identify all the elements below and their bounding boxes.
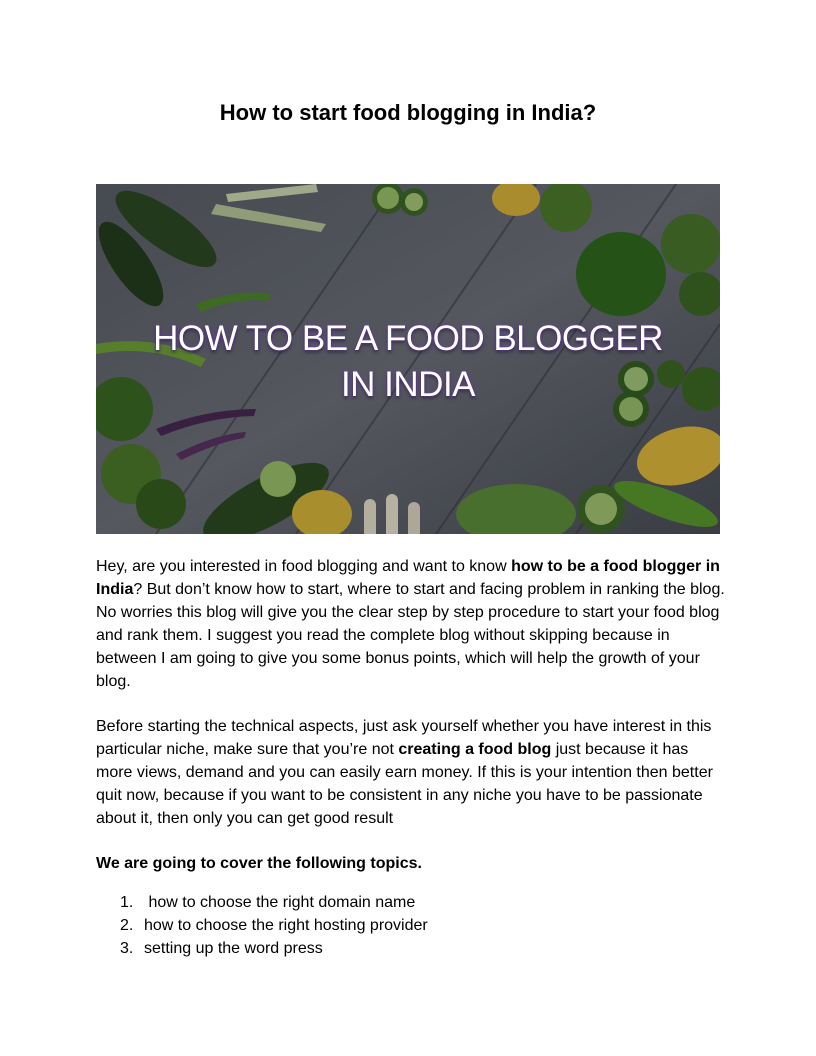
second-paragraph-text-cont: just because it has more views, demand and you can easily earn money. If this is your intention then better quit now, because if you want to be consistent in any niche you have to be passionate about it, then only you can get good result [96,741,713,827]
list-item-text: how to choose the right hosting provider [144,917,428,934]
topics-list [96,891,696,960]
list-item-number: 2. [120,917,134,934]
second-paragraph [96,715,726,830]
intro-paragraph-bold: how to be a food blogger in India [96,558,720,598]
list-item [96,891,696,914]
hero-caption-line1: HOW TO BE A FOOD BLOGGER [153,319,663,358]
list-item-number: 3. [120,940,134,957]
hero-caption [96,316,720,408]
intro-paragraph [96,555,726,693]
hero-caption-line2: IN INDIA [340,365,476,404]
second-paragraph-text: Before starting the technical aspects, just ask yourself whether you have interest in this particular niche, make sure that you’re not [96,718,712,758]
second-paragraph-bold: creating a food blog [398,741,552,758]
page-title: How to start food blogging in India? [219,100,597,125]
list-item [96,937,696,960]
hero-image [96,184,720,534]
topics-heading: We are going to cover the following topics. [96,855,422,872]
list-item-text: setting up the word press [144,940,323,957]
list-item-number: 1. [120,894,134,911]
intro-paragraph-text: Hey, are you interested in food blogging and want to know [96,558,512,575]
list-item-text: how to choose the right domain name [144,894,416,911]
list-item [96,914,696,937]
intro-paragraph-text-cont: ? But don’t know how to start, where to start and facing problem in ranking the blog. No worries this blog will give you the clear step by step procedure to start your food blog and rank them. I suggest you read the complete blog without skipping because in between I am going to give you some bonus points, which will help the growth of your blog. [96,581,725,690]
